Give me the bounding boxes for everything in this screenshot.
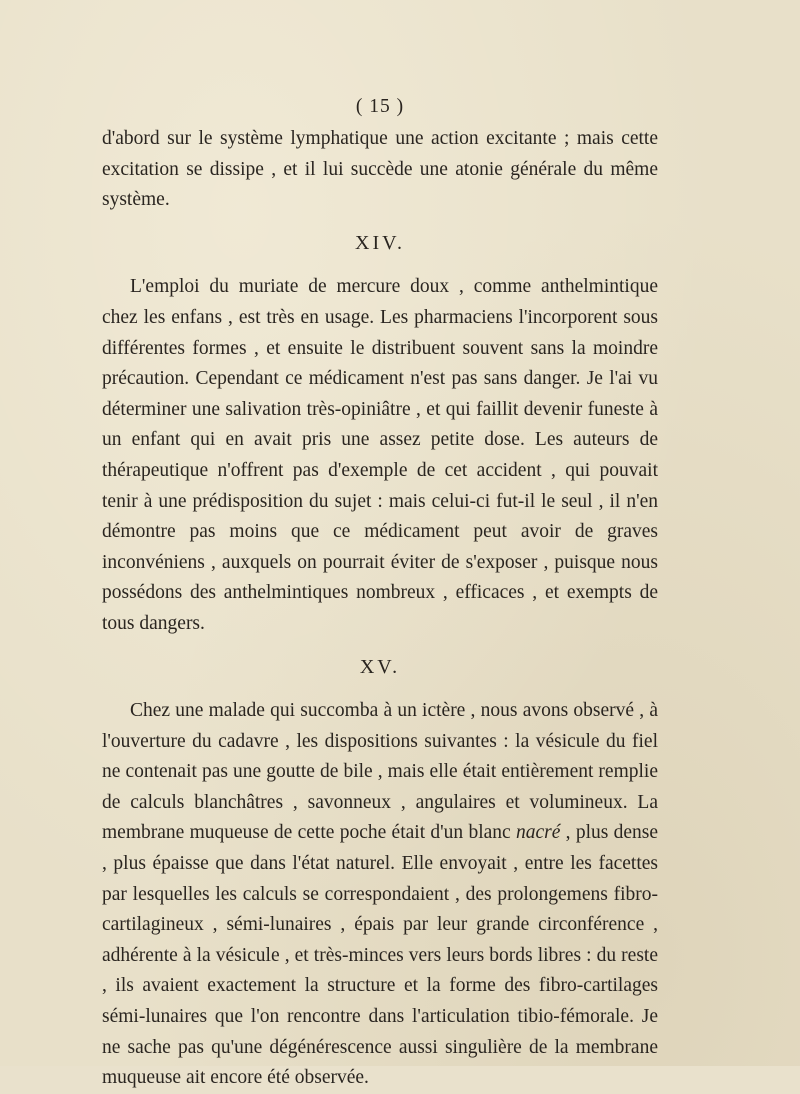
paragraph-intro: d'abord sur le système lymphatique une action excitante ; mais cette excitation se dissipe , et il lui succède une atonie générale du même système. [102, 128, 658, 211]
paragraph-xv-part-a: Chez une malade qui succomba à un ictère , nous avons observé , à l'ouverture du cadavre , les dispositions suivantes : la vésicule du fiel ne contenait pas une goutte de bile , mais elle était entièrement remplie de calculs blanchâtres , savonneux , angulaires et volumineux. La membrane muqueuse de cette poche était d'un blanc [102, 700, 658, 844]
paragraph-xv-part-b: , plus dense , plus épaisse que dans l'état naturel. Elle envoyait , entre les facettes par lesquelles les calculs se correspondaient , des prolongemens fibro-cartilagineux , sémi-lunaires , épais par leur grande circonférence , adhérente à la vésicule , et très-minces vers leurs bords libres : du reste , ils avaient exactement la structure et la forme des fibro-cartilages sémi-lunaires que l'on rencontre dans l'articulation tibio-fémorale. Je ne sache pas qu'une dégénérescence aussi singulière de la membrane muqueuse ait encore été observée. [102, 822, 659, 1089]
page-text [102, 92, 658, 1094]
italic-word-nacre: nacré [515, 822, 561, 844]
paragraph-xv [102, 696, 658, 1094]
page-number: ( 15 ) [355, 96, 405, 117]
section-heading-xv: XV. [359, 655, 401, 678]
section-heading-xiv: XIV. [355, 231, 405, 254]
paragraph-xiv: L'emploi du muriate de mercure doux , comme anthelmintique chez les enfans , est très en usage. Les pharmaciens l'incorporent sous différentes formes , et ensuite le distribuent souvent sans la moindre précaution. Cependant ce médicament n'est pas sans danger. Je l'ai vu déterminer une salivation très-opiniâtre , et qui faillit devenir funeste à un enfant qui en avait pris une assez petite dose. Les auteurs de thérapeutique n'offrent pas d'exemple de cet accident , qui pouvait tenir à une prédisposition du sujet : mais celui-ci fut-il le seul , il n'en démontre pas moins que ce médicament peut avoir de graves inconvéniens , auxquels on pourrait éviter de s'exposer , puisque nous possédons des anthelmintiques nombreux , efficaces , et exempts de tous dangers. [102, 276, 658, 634]
